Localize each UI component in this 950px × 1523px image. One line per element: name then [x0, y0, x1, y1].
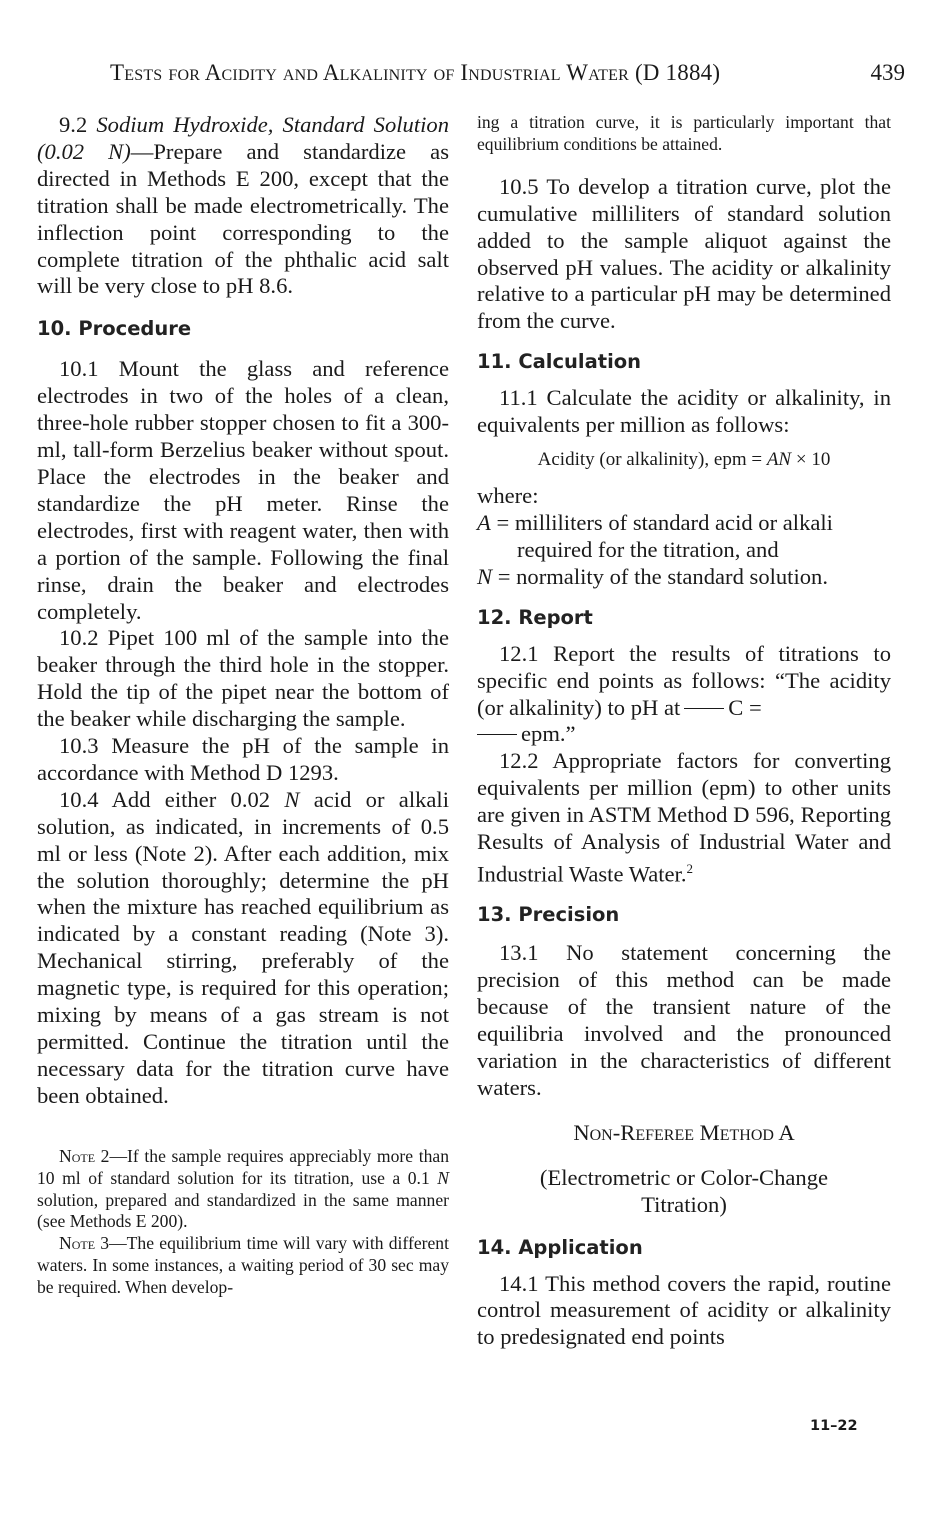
symbol-a: A — [477, 509, 491, 535]
text-run: epm.” — [521, 721, 576, 747]
note-label: Note 2 — [59, 1145, 110, 1166]
paragraph-10-5: 10.5 To develop a titration curve, plot the cumulative milliliters of standard solution added to the sample aliquot against the observed pH values. The acidity or alkalinity relative to a particular pH may be determined from the curve. — [477, 173, 891, 334]
text-run: 12.2 Appropriate factors for converting equivalents per million (epm) to other units are given in ASTM Method D 596, Reporting Results of Analysis of Industrial Water and Industrial Waste Water. — [477, 748, 891, 887]
section-11-heading: 11. Calculation — [477, 350, 642, 374]
definition-text: = normality of the standard solution. — [492, 563, 828, 589]
italic-n: N — [437, 1167, 449, 1188]
para-title: Sodium Hydroxide, Standard Solution (0.02 N) — [37, 112, 449, 164]
definition-a — [477, 510, 891, 564]
text-run: acid or alkali solution, as indicated, in increments of 0.5 ml or less (Note 2). After each addition, mix the solution thoroughly; determine the pH when the mixture has reached equilibrium as indicated by a constant reading (Note 3). Mechanical stirring, preferably of the magnetic type, is required for this operation; mixing by means of a gas stream is not permitted. Continue the titration until the necessary data for the titration curve have been obtained. — [37, 786, 449, 1108]
definition-text: = milliliters of standard acid or alkali required for the titration, and — [490, 509, 833, 562]
section-13-heading: 13. Precision — [477, 903, 620, 927]
text-run: 10.4 Add either 0.02 — [59, 786, 285, 812]
paragraph-13-1: 13.1 No statement concerning the precision of this method can be made because of the transient nature of the equilibria involved and the pronounced variation in the characteristics of different waters. — [477, 940, 891, 1100]
paragraph-11-1: 11.1 Calculate the acidity or alkalinity, in equivalents per million as follows: — [477, 385, 891, 438]
symbol-n: N — [477, 563, 493, 589]
formula — [477, 447, 891, 473]
where-label: where: — [477, 483, 539, 509]
text-run: 12.1 Report the results of titrations to specific end points as follows: “The acidity (or alkalinity) to pH at — [477, 640, 891, 720]
paragraph-10-1: 10.1 Mount the glass and reference electrodes in two of the holes of a clean, three-hole rubber stopper chosen to fit a 300-ml, tall-form Berzelius beaker without spout. Place the electrodes in the beaker and standardize the pH meter. Rinse the electrodes, first with reagent water, then with a portion of the sample. Following the final rinse, drain the beaker and electrodes completely. — [37, 356, 449, 624]
blank-line — [684, 708, 724, 709]
text-run: —If the sample requires appreciably more than 10 ml of standard solution for its titration, use a 0.1 — [37, 1145, 449, 1188]
formula-rhs: AN — [766, 449, 792, 471]
blank-line — [477, 734, 517, 735]
para-label: 9.2 — [59, 112, 97, 137]
note-label: Note 3 — [59, 1233, 110, 1254]
note-3 — [37, 1233, 449, 1299]
text-run: solution, prepared and standardized in the same manner (see Methods E 200). — [37, 1189, 449, 1232]
paragraph-10-2: 10.2 Pipet 100 ml of the sample into the beaker through the third hole in the stopper. Hold the tip of the pipet near the bottom of the beaker while discharging the sample. — [37, 625, 449, 732]
text-run: C = — [728, 694, 762, 720]
section-10-heading: 10. Procedure — [37, 317, 192, 341]
running-header — [110, 60, 905, 92]
paragraph-9-2 — [37, 112, 449, 300]
para-text: —Prepare and standardize as directed in Methods E 200, except that the titration shall be made electrometrically. The inflection point corresponding to the complete titration of the phthalic acid salt will be very close to pH 8.6. — [37, 138, 449, 299]
formula-lhs: Acidity (or alkalinity), epm = — [537, 449, 767, 471]
paragraph-10-3: 10.3 Measure the pH of the sample in accordance with Method D 1293. — [37, 733, 449, 785]
left-column — [37, 112, 449, 1299]
method-subtitle: (Electrometric or Color-Change Titration) — [539, 1164, 829, 1217]
note-2 — [37, 1146, 449, 1234]
paragraph-12-2 — [477, 748, 891, 888]
footnote-ref: 2 — [686, 860, 693, 876]
definition-n — [477, 564, 891, 591]
paragraph-10-4 — [37, 787, 449, 1110]
right-column — [477, 112, 891, 1351]
running-title: Tests for Acidity and Alkalinity of Industrial Water (D 1884) — [110, 60, 721, 85]
paragraph-12-1 — [477, 641, 891, 749]
page-number: 439 — [870, 60, 905, 85]
folio: 11–22 — [810, 1418, 858, 1434]
method-title: Non-Referee Method A — [573, 1119, 795, 1145]
italic-n: N — [284, 786, 300, 812]
text-run: —The equilibrium time will vary with different waters. In some instances, a waiting period of 30 sec may be required. When develop- — [37, 1233, 449, 1298]
section-12-heading: 12. Report — [477, 605, 593, 629]
note-3-continued: ing a titration curve, it is particularly important that equilibrium conditions be attained. — [477, 112, 891, 154]
formula-tail: × 10 — [791, 449, 831, 471]
section-14-heading: 14. Application — [477, 1235, 643, 1259]
paragraph-14-1: 14.1 This method covers the rapid, routine control measurement of acidity or alkalinity to predesignated end points — [477, 1270, 891, 1350]
